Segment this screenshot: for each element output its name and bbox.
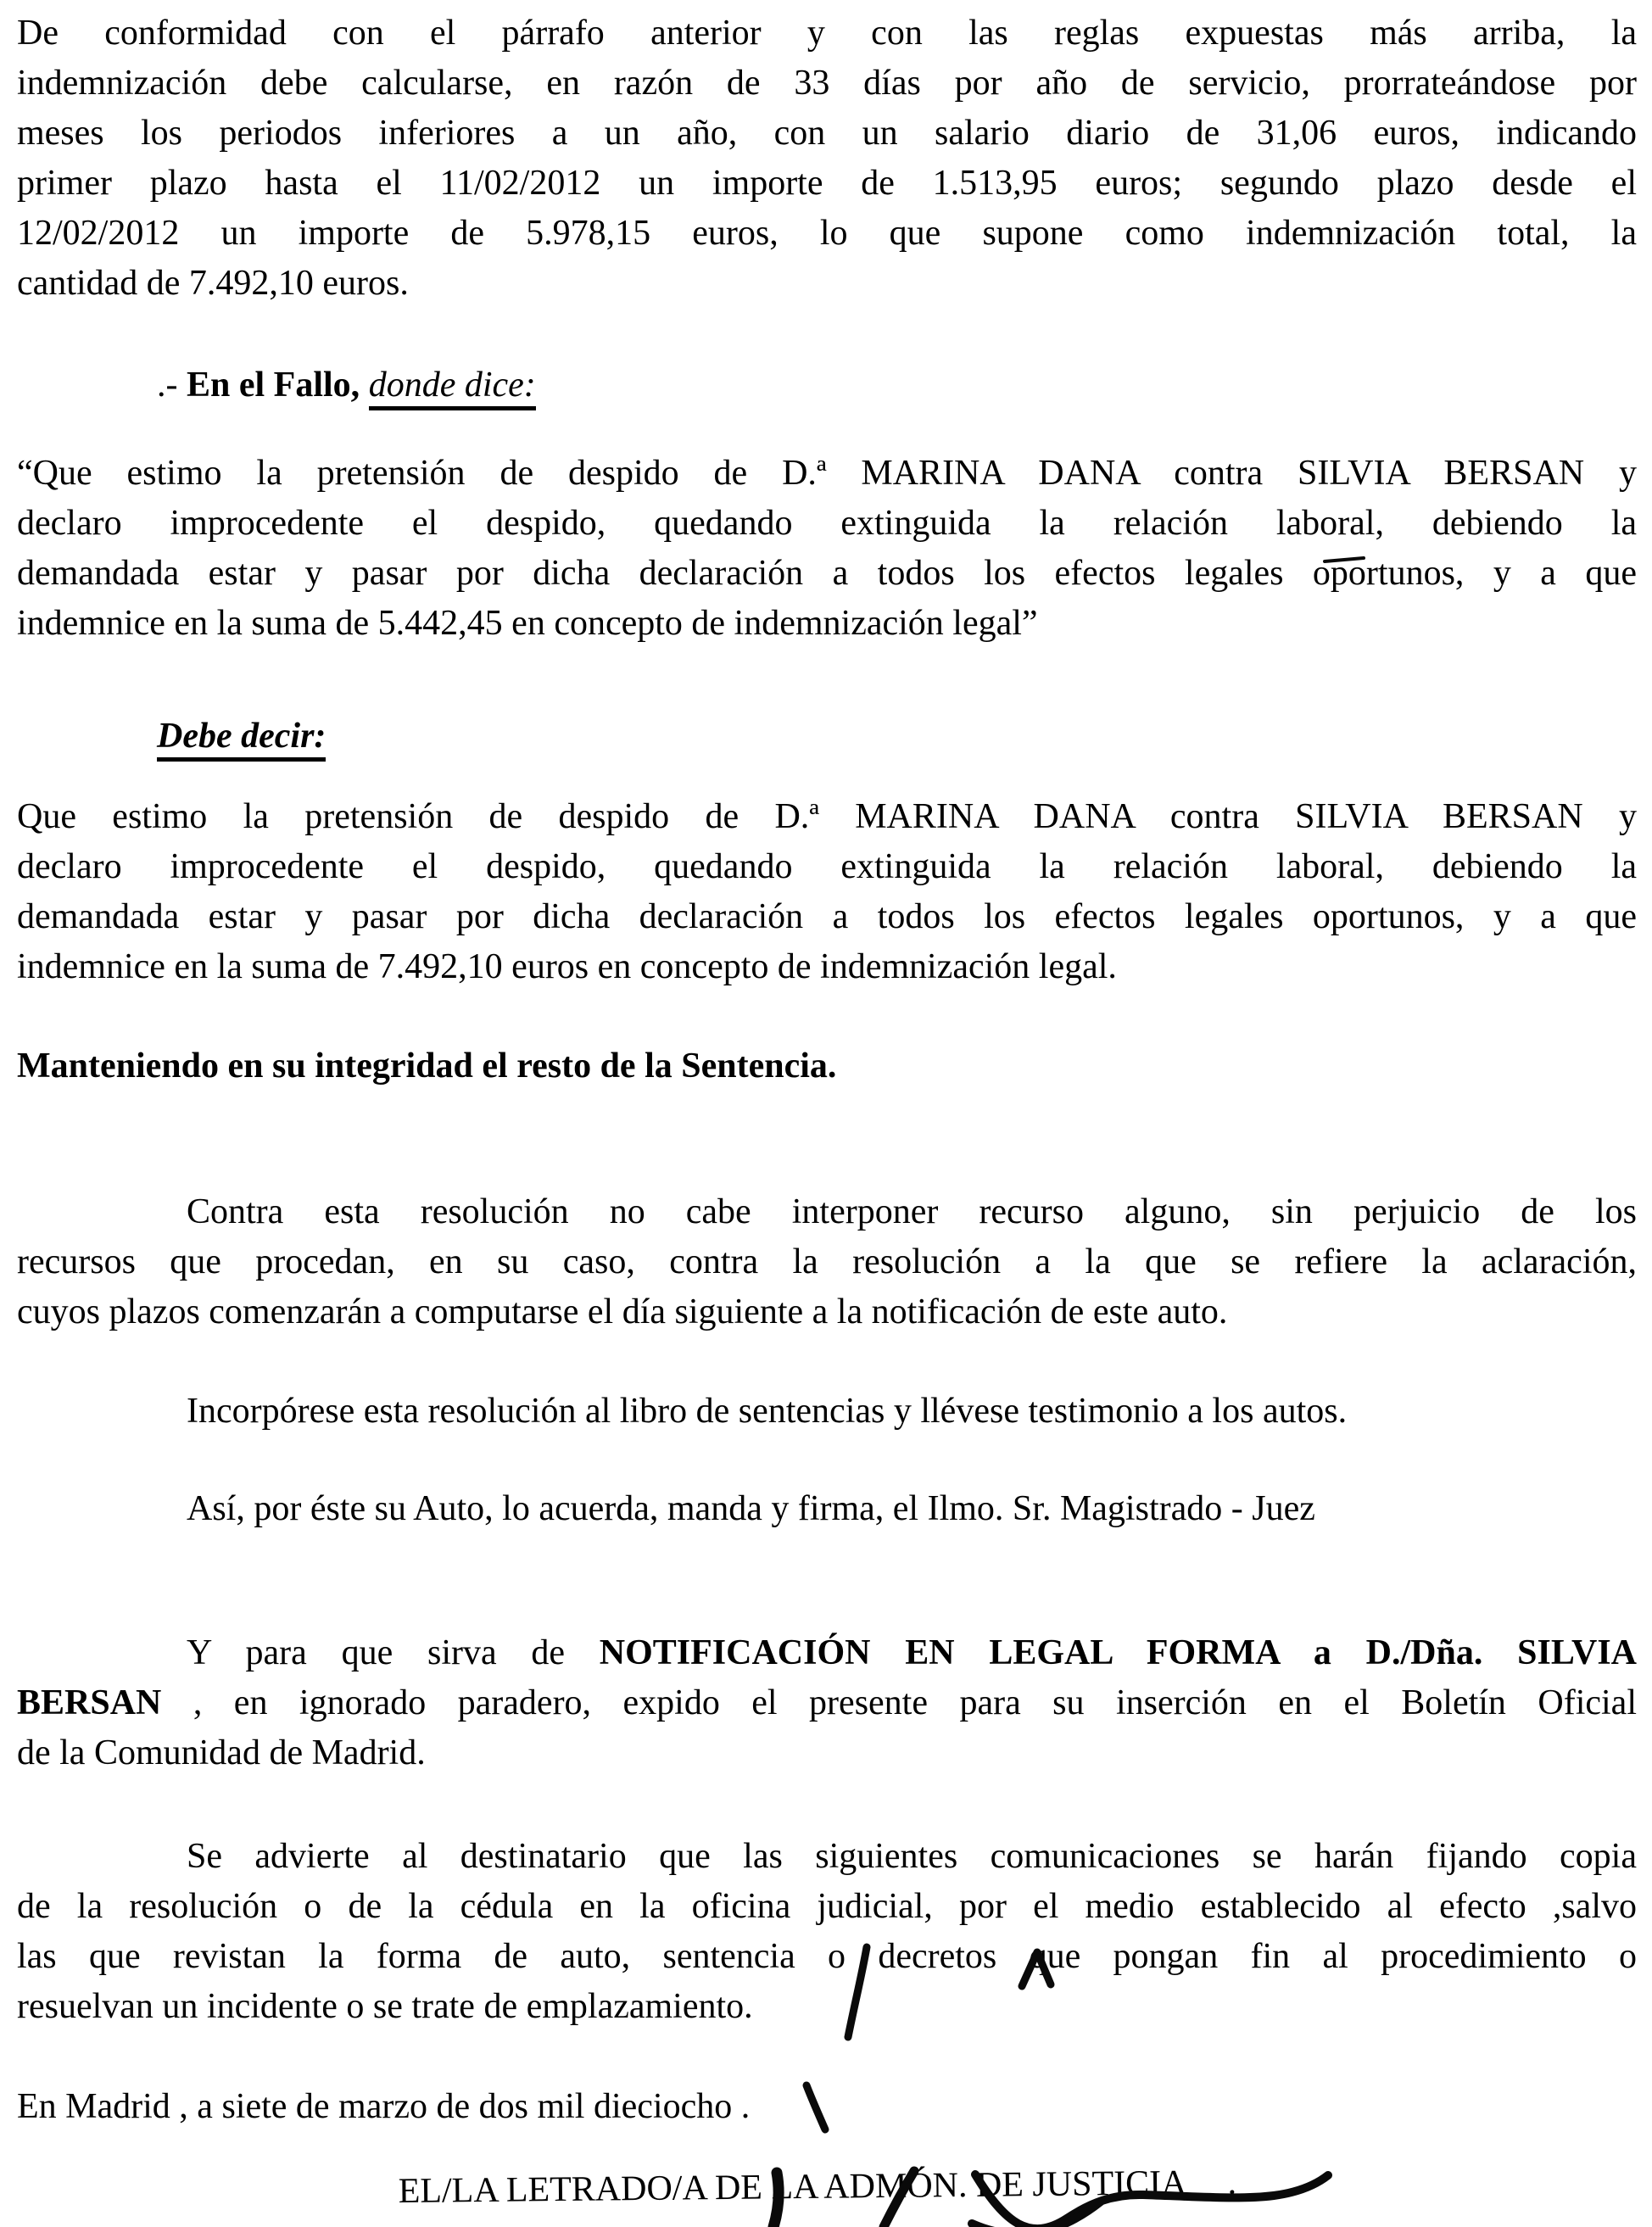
text-line: 12/02/2012 un importe de 5.978,15 euros, lo que supone como indemnización total, la bbox=[17, 214, 1637, 253]
text-line: de la Comunidad de Madrid. bbox=[17, 1733, 426, 1772]
text-line: Se advierte al destinatario que las siguientes comunicaciones se harán fijando copia bbox=[187, 1837, 1637, 1876]
cargo-letrado-label: EL/LA LETRADO/A DE LA ADMÓN. DE JUSTICIA bbox=[398, 2163, 1187, 2212]
paragraph-contra-resolucion bbox=[17, 1187, 1637, 1337]
text-line: demandada estar y pasar por dicha declaración a todos los efectos legales oportunos, y a que bbox=[17, 554, 1637, 593]
text-line: indemnice en la suma de 5.442,45 en concepto de indemnización legal” bbox=[17, 604, 1038, 643]
paragraph-calculo-indemnizacion bbox=[17, 8, 1637, 309]
paragraph-notificacion-legal-forma bbox=[17, 1628, 1637, 1778]
text-line: cantidad de 7.492,10 euros. bbox=[17, 264, 409, 303]
text-line: indemnización debe calcularse, en razón de 33 días por año de servicio, prorrateándose por bbox=[17, 64, 1637, 103]
paragraph-manteniendo-sentencia: Manteniendo en su integridad el resto de la Sentencia. bbox=[17, 1047, 837, 1086]
text-line: declaro improcedente el despido, quedando extinguida la relación laboral, debiendo la bbox=[17, 504, 1637, 543]
fecha-lugar-line: En Madrid , a siete de marzo de dos mil dieciocho . bbox=[17, 2087, 751, 2126]
text-line bbox=[17, 1628, 1637, 1678]
paragraph-incorporese: Incorpórese esta resolución al libro de sentencias y llévese testimonio a los autos. bbox=[187, 1392, 1348, 1431]
apellido-bersan-bold: BERSAN bbox=[17, 1683, 193, 1722]
document-page bbox=[0, 8, 1652, 2227]
heading-en-el-fallo bbox=[157, 360, 1637, 410]
text-line: resuelvan un incidente o se trate de emplazamiento. bbox=[17, 1987, 753, 2026]
notificacion-resto: , en ignorado paradero, expido el presente para su inserción en el Boletín Oficial bbox=[193, 1683, 1637, 1722]
notificacion-intro: Y para que sirva de bbox=[187, 1633, 600, 1672]
text-line: Contra esta resolución no cabe interponer recurso alguno, sin perjuicio de los bbox=[187, 1192, 1637, 1231]
text-line: recursos que procedan, en su caso, contra la resolución a la que se refiere la aclaración, bbox=[17, 1242, 1637, 1281]
text-line: primer plazo hasta el 11/02/2012 un importe de 1.513,95 euros; segundo plazo desde el bbox=[17, 164, 1637, 203]
text-line: cuyos plazos comenzarán a computarse el día siguiente a la notificación de este auto. bbox=[17, 1292, 1228, 1331]
firma-letrado-line bbox=[398, 2154, 1637, 2217]
paragraph-se-advierte bbox=[17, 1832, 1637, 2032]
text-line: meses los periodos inferiores a un año, con un salario diario de 31,06 euros, indicando bbox=[17, 114, 1637, 153]
paragraph-asi-auto: Así, por éste su Auto, lo acuerda, manda y firma, el Ilmo. Sr. Magistrado - Juez bbox=[187, 1489, 1315, 1528]
text-line: declaro improcedente el despido, quedando extinguida la relación laboral, debiendo la bbox=[17, 847, 1637, 886]
text-line: de la resolución o de la cédula en la oficina judicial, por el medio establecido al efecto ,salvo bbox=[17, 1887, 1637, 1926]
heading-bullet: .- bbox=[157, 366, 187, 405]
text-line: demandada estar y pasar por dicha declaración a todos los efectos legales oportunos, y a que bbox=[17, 897, 1637, 936]
text-line: “Que estimo la pretensión de despido de D.ª MARINA DANA contra SILVIA BERSAN y bbox=[17, 454, 1637, 493]
en-el-fallo-label: En el Fallo, bbox=[187, 366, 369, 405]
paragraph-fallo-original bbox=[17, 449, 1637, 649]
text-line bbox=[17, 1678, 1637, 1728]
text-line: Que estimo la pretensión de despido de D.ª MARINA DANA contra SILVIA BERSAN y bbox=[17, 797, 1637, 836]
text-line: las que revistan la forma de auto, sentencia o decretos que pongan fin al procedimiento o bbox=[17, 1937, 1637, 1976]
text-line: indemnice en la suma de 7.492,10 euros en concepto de indemnización legal. bbox=[17, 947, 1117, 986]
heading-debe-decir bbox=[157, 712, 1637, 762]
trailing-period: . bbox=[1227, 2163, 1237, 2202]
paragraph-fallo-corregido bbox=[17, 792, 1637, 992]
notificacion-destinatario-bold: NOTIFICACIÓN EN LEGAL FORMA a D./Dña. SILVIA bbox=[599, 1633, 1637, 1672]
text-line: De conformidad con el párrafo anterior y con las reglas expuestas más arriba, la bbox=[17, 14, 1637, 53]
donde-dice-label: donde dice: bbox=[369, 366, 536, 410]
debe-decir-label: Debe decir: bbox=[157, 717, 326, 762]
